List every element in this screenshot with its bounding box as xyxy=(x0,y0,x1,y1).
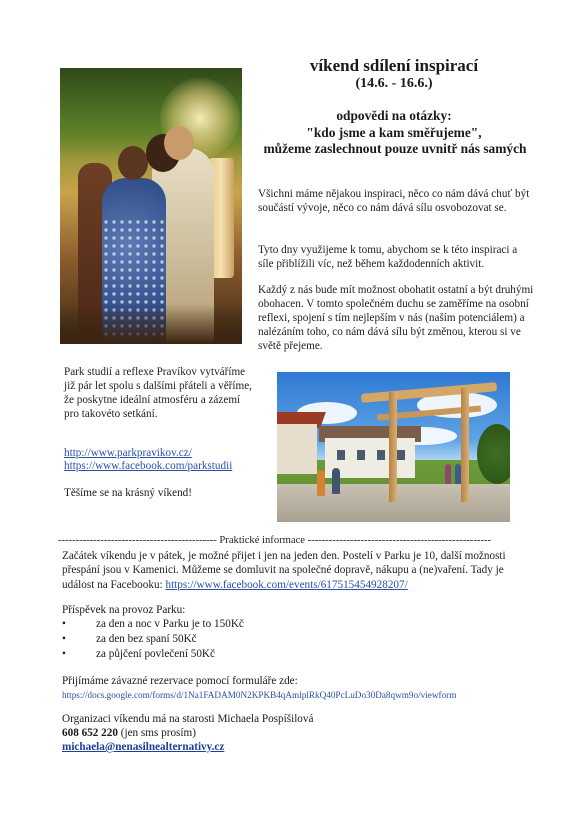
photo-group-hug xyxy=(60,68,242,344)
phone-row xyxy=(62,727,196,739)
price-item: za den a noc v Parku je to 150Kč xyxy=(96,618,244,630)
price-item: za půjčení povlečení 50Kč xyxy=(96,648,215,660)
closing-text: Těšíme se na krásný víkend! xyxy=(64,487,192,499)
photo-torii-gate xyxy=(277,372,510,522)
intro-paragraph-3: Každý z nás bude mít možnost obohatit ostatní a být druhými obohacen. V tomto společném duchu se zaměříme na osobní reflexi, spojení s tím nejlepším v nás (naším potenciálem) a nalézáním toho, co nám dává sílu být změnou, kterou si ve světě přejeme. xyxy=(258,284,534,352)
practical-info-body: Začátek víkendu je v pátek, je možné přijet i jen na jeden den. Postelí v Parku je 10, další možnosti přespání jsou v Kamenici. Můžeme se domluvit na společné dopravě, nákupu a (ne)vaření. Tady je událost na Facebooku: xyxy=(62,550,506,591)
organizer-text: Organizaci víkendu má na starosti Michaela Pospíšilová xyxy=(62,713,314,725)
event-title: víkend sdílení inspirací xyxy=(309,56,479,75)
park-website-link[interactable]: http://www.parkpravikov.cz/ xyxy=(64,447,192,459)
phone-note: (jen sms prosím) xyxy=(117,727,196,739)
email-link[interactable]: michaela@nenasilnealternativy.cz xyxy=(62,741,225,753)
facebook-event-link[interactable]: https://www.facebook.com/events/617515454928207/ xyxy=(165,578,408,591)
price-item: za den bez spaní 50Kč xyxy=(96,633,197,645)
bullet-icon: • xyxy=(62,648,66,660)
reservation-form-link[interactable]: https://docs.google.com/forms/d/1Na1FADAM0N2KPKB4qAmlplRkQ40PcLuDo30Da8qwm9o/viewform xyxy=(62,690,457,700)
park-facebook-link[interactable]: https://www.facebook.com/parkstudii xyxy=(64,460,233,472)
practical-info-text xyxy=(62,549,530,592)
reservation-text: Přijímáme závazné rezervace pomocí formuláře zde: xyxy=(62,675,298,687)
phone-number: 608 652 220 xyxy=(62,727,118,739)
bullet-icon: • xyxy=(62,633,66,645)
contribution-title: Příspěvek na provoz Parku: xyxy=(62,604,186,616)
bullet-icon: • xyxy=(62,618,66,630)
question-tail: můžeme zaslechnout pouze uvnitř nás samých xyxy=(263,141,527,156)
park-description: Park studií a reflexe Pravíkov vytváříme již pár let spolu s dalšími přáteli a věříme, že poskytne ideální atmosféru a zázemí pro takovéto setkání. xyxy=(64,366,252,420)
event-dates: (14.6. - 16.6.) xyxy=(355,76,433,91)
question-intro: odpovědi na otázky: xyxy=(336,108,452,123)
practical-info-divider: --------------------------------------------- Praktické informace ---------------------------------------------------- xyxy=(58,535,492,546)
intro-paragraph-1: Všichni máme nějakou inspiraci, něco co nám dává chuť být součástí vývoje, něco co nám dává sílu osvobozovat se. xyxy=(258,188,530,214)
intro-paragraph-2: Tyto dny využijeme k tomu, abychom se k této inspiraci a síle přiblížili víc, než během každodenních aktivit. xyxy=(258,244,518,270)
question-text: "kdo jsme a kam směřujeme", xyxy=(306,125,482,140)
